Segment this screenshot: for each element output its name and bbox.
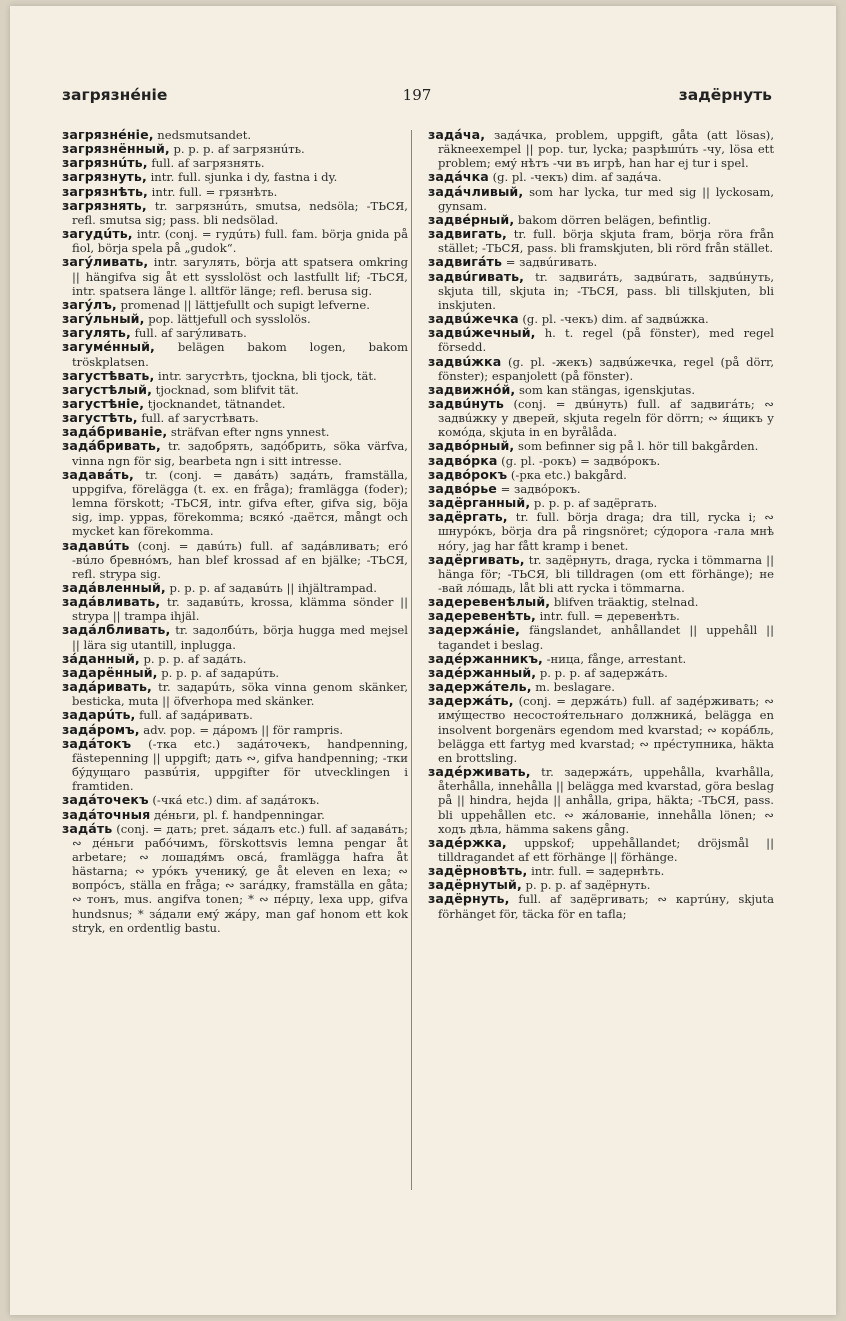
entry-definition: intr. full. = задернѣть. <box>531 864 665 879</box>
dictionary-entry <box>62 822 408 935</box>
dictionary-entry <box>62 227 408 255</box>
entry-definition: full. af задёргивать; ∾ картúну, skjuta förhänget för, täcka för en tafla; <box>438 892 774 921</box>
dictionary-entry <box>428 397 774 439</box>
dictionary-entry <box>62 666 408 680</box>
entry-headword: задвóрный, <box>428 438 515 454</box>
entry-definition: som har lycka, tur med sig || lyckosam, gynsam. <box>438 184 775 213</box>
dictionary-entry <box>428 864 774 878</box>
entry-definition: uppskof; uppehållandet; dröjsmål || tilldragandet af ett förhänge || förhänge. <box>438 835 774 864</box>
dictionary-entry <box>428 836 774 864</box>
entry-headword: задавáть, <box>62 466 134 482</box>
entry-headword: задёрнуть, <box>428 891 510 907</box>
entry-headword: загрязнúть, <box>62 155 148 171</box>
entry-definition: (conj. = держáть) full. af задéрживать; ∾ имýщество несостоя́тельнаго должникá, belägga en insolvent borgenärs egendom med kvarstad; ∾ корáбль, belägga ett fartyg med kvarstad; ∾ прéступника, häkta en brottsling. <box>438 694 774 765</box>
dictionary-entry <box>428 270 774 312</box>
dictionary-entry <box>62 793 408 807</box>
entry-headword: задвижнóй, <box>428 381 516 397</box>
dictionary-entry <box>428 609 774 623</box>
dictionary-entry <box>428 312 774 326</box>
entry-headword: загустѣлый, <box>62 381 152 397</box>
entry-definition: = задвóрокъ. <box>500 481 581 496</box>
dictionary-entry <box>62 383 408 397</box>
dictionary-entry <box>428 454 774 468</box>
entry-headword: задеревенѣть, <box>428 608 536 624</box>
dictionary-entry <box>428 468 774 482</box>
entry-headword: задёргивать, <box>428 551 525 567</box>
entry-definition: som kan stängas, igenskjutas. <box>518 382 696 397</box>
entry-headword: задвóрка <box>428 452 498 468</box>
entry-headword: загýлъ, <box>62 296 117 312</box>
dictionary-entry <box>62 369 408 383</box>
dictionary-entry <box>428 878 774 892</box>
entry-headword: задáчка <box>428 169 489 185</box>
entry-definition: m. beslagare. <box>535 680 615 695</box>
entry-definition: full. af задáривать. <box>139 708 253 723</box>
entry-definition: intr. (conj. = гудúть) full. fam. börja gnida på fiol, börja spela på „gudok“. <box>72 227 409 256</box>
entry-headword: загрязнять, <box>62 197 147 213</box>
dictionary-entry <box>62 439 408 467</box>
entry-definition: h. t. regel (på fönster), med regel försedd. <box>438 326 774 355</box>
entry-headword: задвигать, <box>428 226 507 242</box>
entry-headword: задвúжечный, <box>428 325 536 341</box>
right-column <box>428 128 774 921</box>
entry-headword: задáтокъ <box>62 735 132 751</box>
header-first-word: загрязнéніе <box>62 86 168 104</box>
dictionary-entry <box>428 765 774 836</box>
entry-definition: задáчка, problem, uppgift, gåta (att lösas), räkneexempel || pop. tur, lycka; разрѣшúть -чу, lösa ett problem; емý нѣтъ -чи въ игрѣ, han har ej tur i spel. <box>438 128 774 171</box>
entry-headword: задвúгивать, <box>428 268 525 284</box>
entry-headword: задáбриваніе, <box>62 424 168 440</box>
entry-headword: загрязнѣть, <box>62 183 148 199</box>
entry-headword: задáбривать, <box>62 438 161 454</box>
entry-definition: promenad || lättjefullt och supigt lefverne. <box>120 297 370 312</box>
entry-definition: tr. full. börja draga; dra till, rycka i; ∾ шнурóкъ, börja dra på ringsnöret; сýдорога -гала мнѣ нóгу, jag har fått kramp i benet. <box>438 510 774 553</box>
dictionary-entry <box>62 156 408 170</box>
entry-headword: задвигáть <box>428 254 503 270</box>
dictionary-entry <box>62 595 408 623</box>
dictionary-entry <box>428 439 774 453</box>
left-column <box>62 128 408 935</box>
entry-definition: intr. загулять, börja att spatsera omkring || hängifva sig åt ett sysslolöst och lastfullt lif; -ТЬСЯ, intr. spatsera länge l. alltför länge; refl. berusa sig. <box>72 255 408 298</box>
dictionary-entry <box>62 199 408 227</box>
entry-definition: (-тка etc.) задáточекъ, handpenning, fästepenning || uppgift; дать ∾, gifva handpenning; -тки бýдущаго развúтія, uppgifter för utvecklingen i framtiden. <box>72 736 408 794</box>
entry-headword: задержáть, <box>428 693 514 709</box>
entry-definition: pop. lättjefull och sysslolös. <box>148 312 311 327</box>
dictionary-entry <box>428 128 774 170</box>
entry-headword: задвúжка <box>428 353 502 369</box>
dictionary-entry <box>428 227 774 255</box>
entry-headword: задéржанникъ, <box>428 650 543 666</box>
entry-definition: tr. задавúть, krossa, klämma sönder || strypa || trampa ihjäl. <box>72 595 408 624</box>
dictionary-entry <box>62 652 408 666</box>
dictionary-entry <box>62 708 408 722</box>
entry-definition: дéньги, pl. f. handpenningar. <box>153 807 325 822</box>
entry-headword: загýльный, <box>62 311 145 327</box>
dictionary-entry <box>428 694 774 765</box>
dictionary-entry <box>428 213 774 227</box>
entry-headword: задёрганный, <box>428 495 531 511</box>
entry-headword: задёргать, <box>428 509 508 525</box>
entry-definition: intr. full. sjunka i dy, fastna i dy. <box>150 170 338 185</box>
entry-definition: tr. загрязнúть, smutsa, nedsöla; -ТЬСЯ, refl. smutsa sig; pass. bli nedsölad. <box>72 198 408 227</box>
entry-headword: загрязнённый, <box>62 141 170 157</box>
entry-definition: tr. задержáть, uppehålla, kvarhålla, återhålla, innehålla || belägga med kvarstad, göra beslag på || hindra, hejda || anhålla, gripa, häkta; -ТЬСЯ, pass. bli uppehållen etc. ∾ жáлованіе, innehålla lönen; ∾ ходъ дѣла, hämma sakens gång. <box>438 765 774 836</box>
entry-headword: задержáніе, <box>428 622 521 638</box>
page-number: 197 <box>402 86 432 104</box>
entry-headword: загудúть, <box>62 226 133 242</box>
dictionary-entry <box>428 510 774 552</box>
dictionary-entry <box>428 666 774 680</box>
entry-headword: задвéрный, <box>428 211 515 227</box>
dictionary-entry <box>428 383 774 397</box>
entry-headword: задеревенѣлый, <box>428 594 551 610</box>
entry-headword: задвóрокъ <box>428 466 508 482</box>
entry-headword: задáчливый, <box>428 183 524 199</box>
dictionary-entry <box>62 255 408 297</box>
dictionary-entry <box>62 623 408 651</box>
dictionary-entry <box>62 298 408 312</box>
entry-definition: p. p. p. af задáть. <box>143 651 247 666</box>
entry-definition: belägen bakom logen, bakom tröskplatsen. <box>72 340 409 369</box>
dictionary-entry <box>428 482 774 496</box>
entry-definition: intr. full. = деревенѣть. <box>539 609 680 624</box>
entry-headword: задарённый, <box>62 664 158 680</box>
entry-definition: sträfvan efter ngns ynnest. <box>170 425 330 440</box>
entry-definition: full. af загýливать. <box>134 326 247 341</box>
dictionary-entry <box>428 185 774 213</box>
dictionary-entry <box>62 723 408 737</box>
dictionary-entry <box>62 185 408 199</box>
dictionary-entry <box>428 595 774 609</box>
entry-definition: intr. full. = грязнѣть. <box>151 184 278 199</box>
entry-headword: задáривать, <box>62 679 152 695</box>
dictionary-entry <box>62 326 408 340</box>
entry-headword: задéржанный, <box>428 664 537 680</box>
entry-headword: задержáтель, <box>428 679 532 695</box>
entry-headword: загýливать, <box>62 254 149 270</box>
entry-definition: full. af загрязнять. <box>151 156 265 171</box>
dictionary-entry <box>428 326 774 354</box>
entry-definition: adv. pop. = дáромъ || för rampris. <box>143 722 344 737</box>
dictionary-entry <box>62 680 408 708</box>
entry-headword: загумéнный, <box>62 339 155 355</box>
entry-headword: загулять, <box>62 325 131 341</box>
dictionary-entry <box>428 892 774 920</box>
entry-definition: (g. pl. -рокъ) = задвóрокъ. <box>501 453 661 468</box>
entry-definition: som befinner sig på l. hör till bakgården. <box>518 439 759 454</box>
entry-headword: загрязнéніе, <box>62 127 154 142</box>
entry-definition: tr. задобрять, задóбрить, söka värfva, vinna ngn för sig, bearbeta ngn i sitt intresse. <box>72 439 408 468</box>
entry-headword: задéрживать, <box>428 764 531 780</box>
dictionary-entry <box>428 170 774 184</box>
entry-definition: tjocknad, som blifvit tät. <box>155 382 299 397</box>
entry-headword: зáданный, <box>62 650 140 666</box>
entry-definition: tr. задолбúть, börja hugga med mejsel || lära sig utantill, inplugga. <box>72 623 408 652</box>
entry-definition: (conj. = двúнуть) full. af задвигáть; ∾ задвúжку у дверей, skjuta regeln för dörrn; ∾ я́щикъ у комóда, skjuta in en byrålåda. <box>438 396 774 440</box>
entry-definition: tr. задвигáть, задвúгать, задвúнуть, skjuta till, skjuta in; -ТЬСЯ, pass. bli tillskjuten, bli inskjuten. <box>438 269 774 312</box>
dictionary-entry <box>62 340 408 368</box>
dictionary-entry <box>428 255 774 269</box>
entry-definition: bakom dörren belägen, befintlig. <box>517 212 712 227</box>
entry-definition: p. p. p. af загрязнúть. <box>173 142 305 157</box>
entry-definition: p. p. p. af задарúть. <box>161 665 280 680</box>
dictionary-entry <box>62 539 408 581</box>
dictionary-entry <box>62 425 408 439</box>
dictionary-entry <box>62 170 408 184</box>
entry-headword: задáромъ, <box>62 721 140 737</box>
entry-headword: загустѣть, <box>62 410 138 426</box>
entry-definition: p. p. p. af задёргать. <box>533 496 658 511</box>
entry-definition: tjocknandet, tätnandet. <box>147 396 286 411</box>
entry-definition: (g. pl. -чекъ) dim. af задáча. <box>492 170 662 185</box>
entry-headword: задёрнутый, <box>428 877 522 893</box>
dictionary-entry <box>62 581 408 595</box>
entry-headword: загрязнуть, <box>62 169 147 185</box>
entry-definition: tr. задарúть, söka vinna genom skänker, besticka, muta || öfverhopa med skänker. <box>72 680 409 709</box>
entry-definition: blifven träaktig, stelnad. <box>553 595 699 610</box>
header-last-word: задёрнуть <box>678 86 772 104</box>
dictionary-entry <box>428 652 774 666</box>
dictionary-entry <box>62 142 408 156</box>
entry-headword: задвóрье <box>428 480 497 496</box>
entry-definition: p. p. p. af задержáть. <box>539 665 668 680</box>
entry-definition: (-чкá etc.) dim. af задáтокъ. <box>152 793 320 808</box>
entry-definition: (-рка etc.) bakgård. <box>510 467 627 482</box>
entry-definition: tr. (conj. = давáть) задáть, framställa, uppgifva, förelägga (t. ex. en fråga); framlägga (foder); lemna förskott; -ТЬСЯ, intr. gifva efter, gifva sig, böja sig, imp. yppas, förekomma; всякó -даётся, mångt och mycket kan förekomma. <box>72 467 408 539</box>
column-divider <box>411 130 412 1190</box>
dictionary-entry <box>62 411 408 425</box>
entry-headword: задáлбливать, <box>62 622 171 638</box>
entry-definition: full. af загустѣвать. <box>141 411 259 426</box>
dictionary-entry <box>428 496 774 510</box>
entry-definition: tr. full. börja skjuta fram, börja röra från stället; -ТЬСЯ, pass. bli framskjuten, bli rörd från stället. <box>438 227 774 256</box>
dictionary-page <box>10 6 836 1315</box>
entry-definition: nedsmutsandet. <box>157 128 252 142</box>
entry-definition: p. p. p. af задавúть || ihjältrampad. <box>169 581 377 595</box>
dictionary-entry <box>62 397 408 411</box>
entry-definition: (g. pl. -чекъ) dim. af задвúжка. <box>522 312 709 327</box>
entry-headword: задéржка, <box>428 834 507 850</box>
dictionary-entry <box>428 553 774 595</box>
entry-headword: задарúть, <box>62 707 136 723</box>
entry-definition: (conj. = дать; pret. зáдалъ etc.) full. af задавáть; ∾ дéньги рабóчимъ, förskottsvis lemna pengar åt arbetare; ∾ лошадя́мъ овсá, framlägga hafra åt hästarna; ∾ урóкъ ученикý, ge åt eleven en lexa; ∾ вопрóсъ, ställa en fråga; ∾ загáдку, framställa en gåta; ∾ тонъ, mus. angifva tonen; * ∾ пéрцу, lexa upp, gifva hundsnus; * зáдали емý жáру, man gaf honom ett kok stryk, en ordentlig bastu. <box>72 821 408 935</box>
running-header <box>62 86 772 110</box>
entry-definition: = задвúгивать. <box>505 255 598 270</box>
dictionary-entry <box>428 680 774 694</box>
entry-definition: tr. задёрнуть, draga, rycka i tömmarna || hänga för; -ТЬСЯ, bli tilldragen (om ett förhänge); не -вай лóшадь, låt bli att rycka i tömmarna. <box>438 552 774 595</box>
entry-definition: p. p. p. af задёрнуть. <box>525 878 651 893</box>
dictionary-entry <box>62 808 408 822</box>
entry-headword: задавúть <box>62 537 130 553</box>
dictionary-entry <box>428 623 774 651</box>
entry-headword: задáточныя <box>62 806 151 822</box>
entry-definition: (g. pl. -жекъ) задвúжечка, regel (på dörr, fönster); espanjolett (på fönster). <box>438 354 774 383</box>
entry-headword: задáточекъ <box>62 792 149 808</box>
entry-definition: intr. загустѣть, tjockna, bli tjock, tät. <box>158 368 377 383</box>
dictionary-entry <box>62 128 408 142</box>
dictionary-entry <box>62 312 408 326</box>
entry-definition: fängslandet, anhållandet || uppehåll || tagandet i beslag. <box>438 623 774 652</box>
entry-headword: задáча, <box>428 127 486 142</box>
dictionary-entry <box>62 737 408 794</box>
entry-headword: задвúжечка <box>428 311 519 327</box>
entry-definition: -ница, fånge, arrestant. <box>546 651 687 666</box>
entry-headword: задáвленный, <box>62 580 166 595</box>
entry-headword: загустѣвать, <box>62 367 155 383</box>
entry-definition: (conj. = давúть) full. af задáвливать; егó -вúло бревнóмъ, han blef krossad af en bjälke; -ТЬСЯ, refl. strypa sig. <box>72 538 408 581</box>
entry-headword: задёрновѣть, <box>428 863 528 879</box>
entry-headword: задáвливать, <box>62 594 161 610</box>
entry-headword: задáть <box>62 820 113 836</box>
dictionary-entry <box>428 355 774 383</box>
entry-headword: загустѣніе, <box>62 395 145 411</box>
entry-headword: задвúнуть <box>428 395 504 411</box>
dictionary-entry <box>62 468 408 539</box>
